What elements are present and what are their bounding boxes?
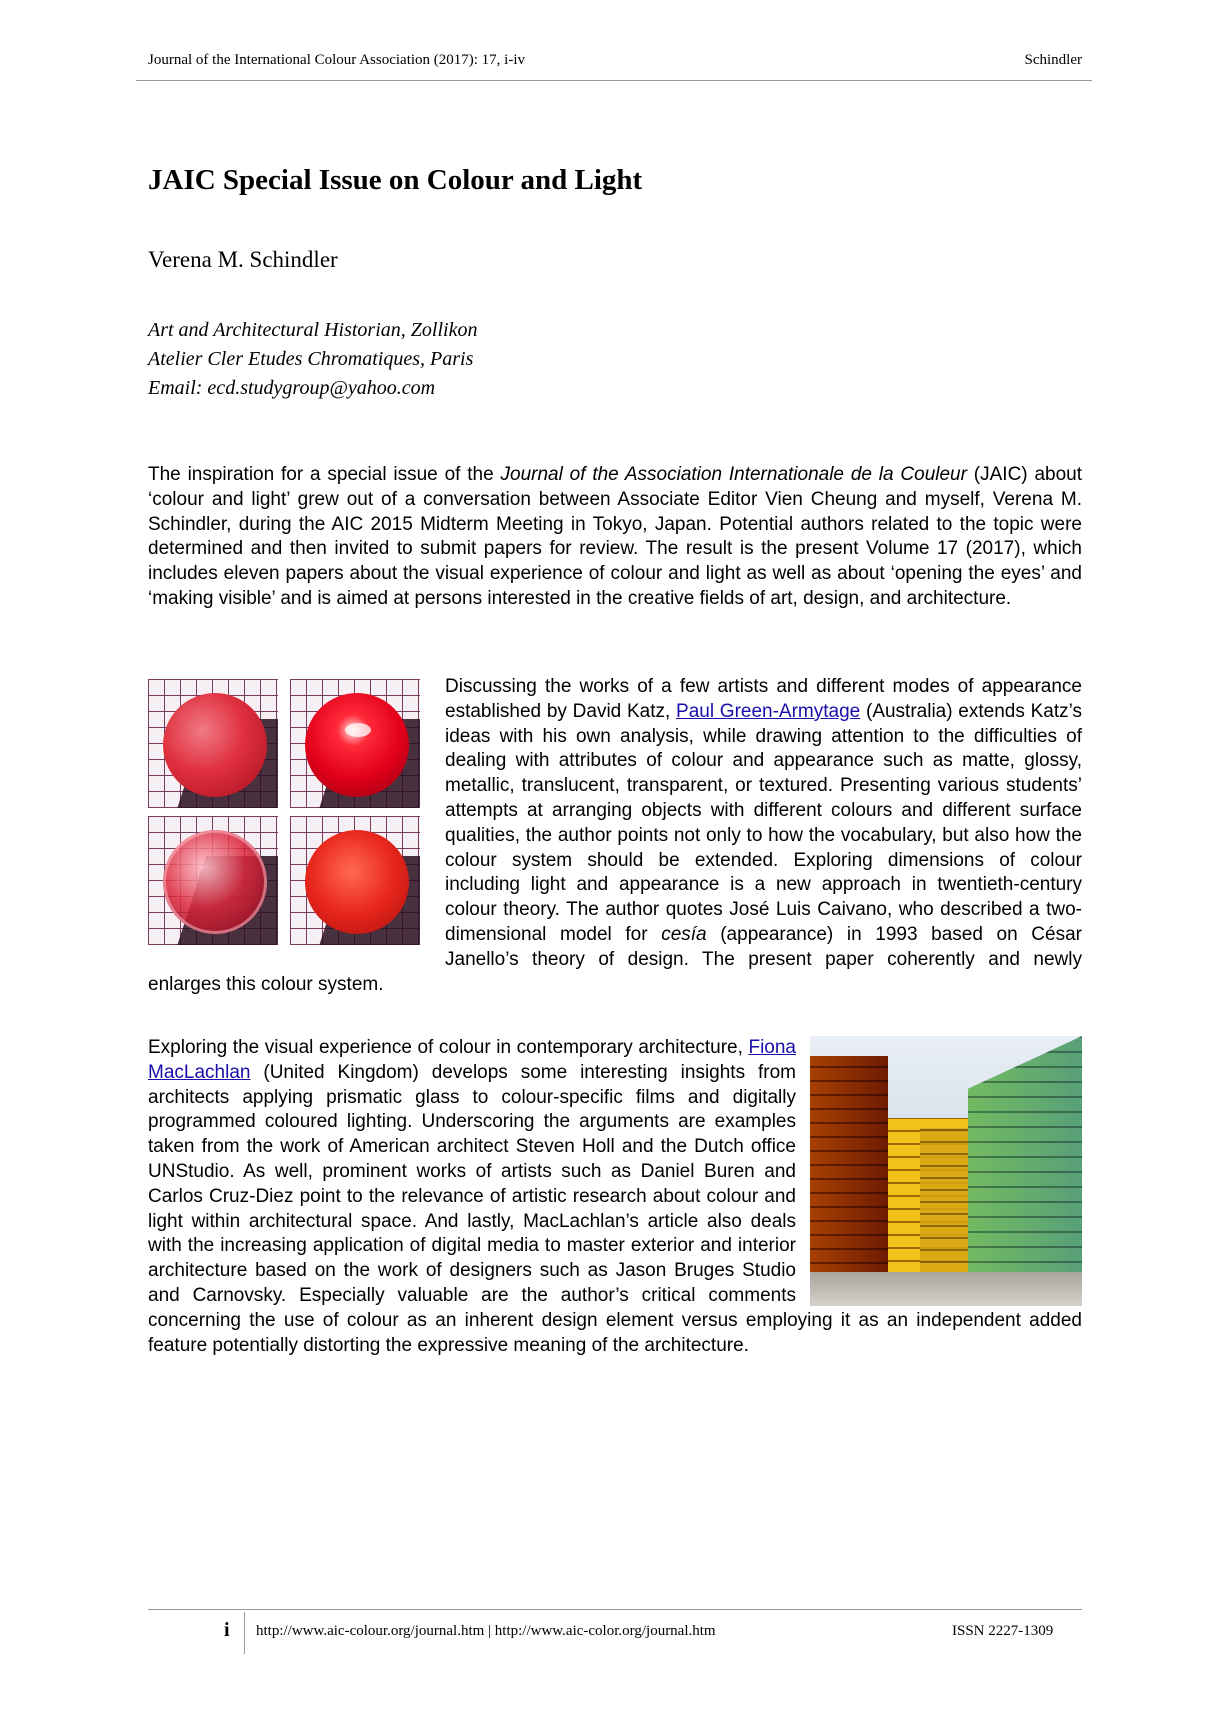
text-run: The inspiration for a special issue of the	[148, 464, 501, 485]
text-run: (JAIC) about ‘colour and light’ grew out of a conversation between Associate Editor Vien Cheung and myself, Verena M. Schindler, during the AIC 2015 Midterm Meeting in Tokyo, Japan. Potential authors related to the topic were determined and then invited to submit papers for review. The result is the present Volume 17 (2017), which includes eleven papers about the visual experience of colour and light as well as about ‘opening the eyes’ and ‘making visible’ and is aimed at persons interested in the creative fields of art, design, and architecture.	[148, 464, 1082, 609]
footer-vertical-divider	[244, 1612, 245, 1654]
journal-urls: http://www.aic-colour.org/journal.htm | http://www.aic-color.org/journal.htm	[256, 1623, 716, 1639]
orange-facade	[810, 1056, 888, 1276]
running-author: Schindler	[1024, 52, 1082, 68]
journal-name: Journal of the Association Internationale de la Couleur	[500, 464, 967, 485]
journal-citation: Journal of the International Colour Association (2017): 17, i-iv	[148, 52, 526, 68]
author-link-green-armytage[interactable]: Paul Green-Armytage	[676, 700, 861, 722]
intro-paragraph	[148, 463, 1082, 612]
translucent-sphere-tile	[148, 816, 278, 945]
text-run: Discussing the works of a few artists and different modes of appearance established by David Katz,	[445, 676, 1082, 722]
affiliation-line: Art and Architectural Historian, Zollikon	[148, 319, 478, 341]
author-email: Email: ecd.studygroup@yahoo.com	[148, 377, 436, 399]
glossy-sphere-tile	[290, 679, 420, 808]
page-number: i	[224, 1619, 230, 1641]
text-run: (appearance) in 1993 based on César Janello’s theory of design. The present paper coherently and newly enlarges this colour system.	[148, 923, 1082, 995]
translucent-sphere	[163, 830, 267, 934]
footer-divider	[148, 1609, 1082, 1610]
glossy-sphere	[305, 693, 409, 797]
maclachlan-paragraph	[148, 1036, 1082, 1358]
author-name: Verena M. Schindler	[148, 247, 338, 272]
text-run: (United Kingdom) develops some interesting insights from architects applying prismatic glass to colour-specific films and digitally programmed coloured lighting. Underscoring the arguments are examples taken from the work of American architect Steven Holl and the Dutch office UNStudio. As well, prominent works of artists such as Daniel Buren and Carlos Cruz-Diez point to the relevance of artistic research about colour and light within architectural space. And lastly, MacLachlan’s article also deals with the increasing application of digital media to master exterior and interior architecture based on the work of designers such as Jason Bruges Studio and Carnovsky. Especially valuable are the author’s critical comments concerning the use of colour as an inherent design element versus employing it as an independent added feature potentially distorting the expressive meaning of the architecture.	[148, 1061, 1082, 1356]
author-affiliations	[148, 316, 477, 403]
text-run: Exploring the visual experience of colour in contemporary architecture,	[148, 1037, 749, 1058]
sphere-grid	[148, 679, 428, 945]
article-title: JAIC Special Issue on Colour and Light	[148, 164, 643, 196]
building-photo	[810, 1036, 1082, 1306]
issn: ISSN 2227-1309	[952, 1623, 1054, 1639]
textured-sphere-tile	[290, 816, 420, 945]
green-armytage-paragraph	[148, 675, 1082, 997]
author-link-maclachlan[interactable]: Fiona MacLachlan	[148, 1037, 796, 1083]
term-cesia: cesía	[661, 923, 707, 945]
header-divider	[136, 80, 1092, 81]
colored-facade-image	[810, 1036, 1082, 1306]
text-run: (Australia) extends Katz’s ideas with his own analysis, while drawing attention to the difficulties of dealing with attributes of colour and appearance such as matte, glossy, metallic, translucent, transparent, or textured. Presenting various students’ attempts at arranging objects with different colours and different surface qualities, the author points not only to how the vocabulary, but also how the colour system should be extended. Exploring dimensions of colour including light and appearance is a new approach in twentieth-century colour theory. The author quotes José Luis Caivano, who described a two-dimensional model for	[445, 700, 1082, 945]
sphere-figure	[148, 679, 433, 951]
matte-sphere	[163, 693, 267, 797]
matte-sphere-tile	[148, 679, 278, 808]
affiliation-line: Atelier Cler Etudes Chromatiques, Paris	[148, 348, 474, 370]
textured-sphere	[305, 830, 409, 934]
